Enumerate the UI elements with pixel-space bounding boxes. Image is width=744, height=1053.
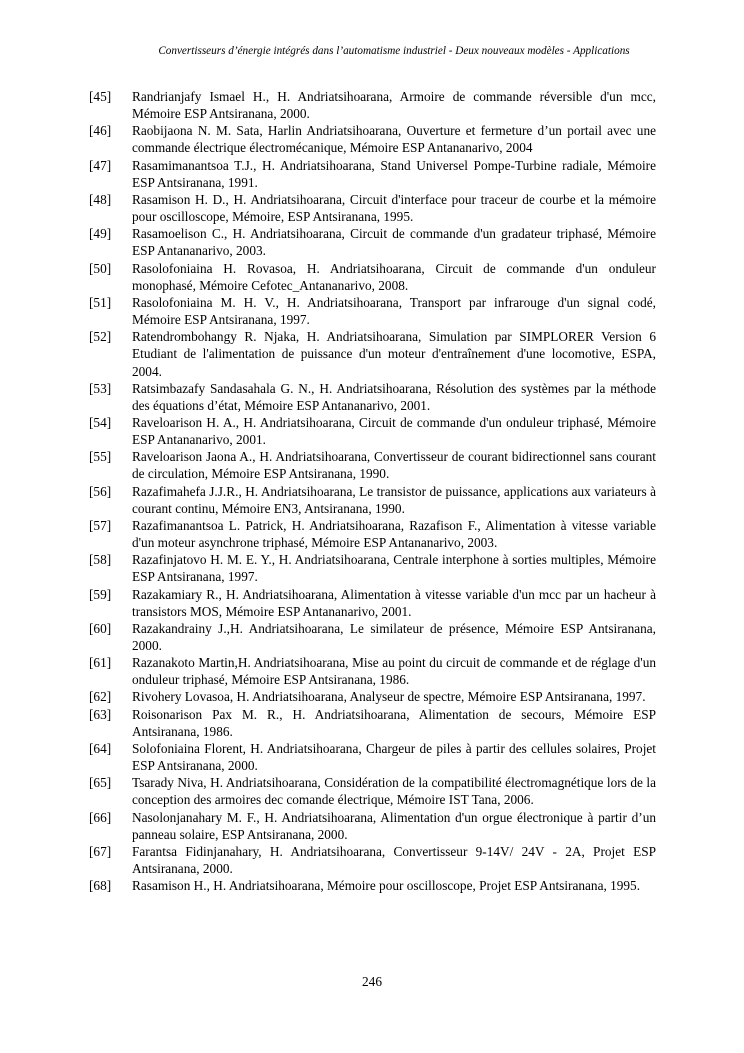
reference-number: [62] bbox=[89, 689, 112, 705]
reference-number: [65] bbox=[89, 775, 112, 791]
reference-item bbox=[89, 586, 656, 620]
reference-item bbox=[89, 448, 656, 482]
reference-number: [51] bbox=[89, 294, 112, 310]
reference-number: [54] bbox=[89, 414, 112, 430]
reference-number: [63] bbox=[89, 706, 112, 722]
reference-text: Rasamimanantsoa T.J., H. Andriatsihoarana, Stand Universel Pompe-Turbine radiale, Mémoire ESP Antsiranana, 1991. bbox=[132, 157, 656, 190]
reference-number: [57] bbox=[89, 517, 112, 533]
reference-text: Rasamison H. D., H. Andriatsihoarana, Circuit d'interface pour traceur de courbe et la mémoire pour oscilloscope, Mémoire, ESP Antsiranana, 1995. bbox=[132, 191, 656, 225]
reference-item bbox=[89, 191, 656, 225]
reference-text: Tsarady Niva, H. Andriatsihoarana, Considération de la compatibilité électromagnétique lors de la conception des armoires dec comande électrique, Mémoire IST Tana, 2006. bbox=[132, 775, 656, 808]
reference-text: Razanakoto Martin,H. Andriatsihoarana, Mise au point du circuit de commande et de réglage d'un onduleur triphasé, Mémoire ESP Antsiranana, 1986. bbox=[132, 655, 656, 688]
reference-text: Rasamoelison C., H. Andriatsihoarana, Circuit de commande d'un gradateur triphasé, Mémoire ESP Antananarivo, 2003. bbox=[132, 226, 656, 259]
reference-text: Raveloarison H. A., H. Andriatsihoarana, Circuit de commande d'un onduleur triphasé, Mémoire ESP Antananarivo, 2001. bbox=[132, 414, 656, 448]
reference-text: Nasolonjanahary M. F., H. Andriatsihoarana, Alimentation d'un orgue électronique à partir d’un panneau solaire, ESP Antsiranana, 2000. bbox=[132, 809, 656, 842]
reference-item bbox=[89, 774, 656, 808]
reference-number: [48] bbox=[89, 191, 112, 207]
reference-item bbox=[89, 877, 656, 894]
reference-item bbox=[89, 517, 656, 551]
reference-number: [47] bbox=[89, 157, 112, 173]
reference-text: Roisonarison Pax M. R., H. Andriatsihoarana, Alimentation de secours, Mémoire ESP Antsiranana, 1986. bbox=[132, 706, 656, 739]
reference-item bbox=[89, 328, 656, 379]
reference-item bbox=[89, 294, 656, 328]
reference-number: [56] bbox=[89, 483, 112, 499]
reference-text: Rasolofoniaina M. H. V., H. Andriatsihoarana, Transport par infrarouge d'un signal codé, Mémoire ESP Antsiranana, 1997. bbox=[132, 294, 656, 328]
reference-number: [61] bbox=[89, 655, 112, 671]
reference-text: Raobijaona N. M. Sata, Harlin Andriatsihoarana, Ouverture et fermeture d’un portail avec une commande électrique électromécanique, Mémoire ESP Antananarivo, 2004 bbox=[132, 123, 656, 156]
reference-number: [60] bbox=[89, 620, 112, 636]
reference-item bbox=[89, 620, 656, 654]
reference-item bbox=[89, 88, 656, 122]
reference-item bbox=[89, 688, 656, 705]
reference-item bbox=[89, 551, 656, 585]
reference-number: [66] bbox=[89, 809, 112, 825]
reference-number: [52] bbox=[89, 329, 112, 345]
reference-number: [53] bbox=[89, 380, 112, 396]
reference-number: [68] bbox=[89, 878, 112, 894]
reference-text: Razakamiary R., H. Andriatsihoarana, Alimentation à vitesse variable d'un mcc par un hacheur à transistors MOS, Mémoire ESP Antananarivo, 2001. bbox=[132, 586, 656, 619]
reference-text: Solofoniaina Florent, H. Andriatsihoarana, Chargeur de piles à partir des cellules solaires, Projet ESP Antsiranana, 2000. bbox=[132, 740, 656, 774]
reference-text: Rivohery Lovasoa, H. Andriatsihoarana, Analyseur de spectre, Mémoire ESP Antsiranana, 1997. bbox=[132, 689, 646, 705]
reference-number: [45] bbox=[89, 89, 112, 104]
page-number: 246 bbox=[362, 974, 382, 989]
reference-text: Razakandrainy J.,H. Andriatsihoarana, Le similateur de présence, Mémoire ESP Antsiranana, 2000. bbox=[132, 620, 656, 653]
reference-text: Rasolofoniaina H. Rovasoa, H. Andriatsihoarana, Circuit de commande d'un onduleur monophasé, Mémoire Cefotec_Antananarivo, 2008. bbox=[132, 260, 656, 293]
reference-item bbox=[89, 260, 656, 294]
reference-text: Razafinjatovo H. M. E. Y., H. Andriatsihoarana, Centrale interphone à sorties multiples, Mémoire ESP Antsiranana, 1997. bbox=[132, 552, 656, 585]
reference-text: Randrianjafy Ismael H., H. Andriatsihoarana, Armoire de commande réversible d'un mcc, Mémoire ESP Antsiranana, 2000. bbox=[132, 89, 656, 122]
reference-item bbox=[89, 483, 656, 517]
reference-text: Farantsa Fidinjanahary, H. Andriatsihoarana, Convertisseur 9-14V/ 24V - 2A, Projet ESP Antsiranana, 2000. bbox=[132, 843, 656, 877]
reference-text: Ratsimbazafy Sandasahala G. N., H. Andriatsihoarana, Résolution des systèmes par la méthode des équations d’état, Mémoire ESP Antananarivo, 2001. bbox=[132, 380, 656, 413]
reference-text: Rasamison H., H. Andriatsihoarana, Mémoire pour oscilloscope, Projet ESP Antsiranana, 1995. bbox=[132, 878, 641, 894]
reference-number: [59] bbox=[89, 586, 112, 602]
reference-text: Raveloarison Jaona A., H. Andriatsihoarana, Convertisseur de courant bidirectionnel sans courant de circulation, Mémoire ESP Antsiranana, 1990. bbox=[132, 449, 656, 482]
reference-list bbox=[89, 88, 656, 894]
reference-item bbox=[89, 843, 656, 877]
reference-number: [49] bbox=[89, 226, 112, 242]
reference-item bbox=[89, 157, 656, 191]
reference-number: [64] bbox=[89, 740, 112, 756]
reference-item bbox=[89, 122, 656, 156]
reference-item bbox=[89, 414, 656, 448]
running-header: Convertisseurs d’énergie intégrés dans l’automatisme industriel - Deux nouveaux modèles - Applications bbox=[158, 45, 630, 57]
reference-item bbox=[89, 225, 656, 259]
reference-text: Razafimanantsoa L. Patrick, H. Andriatsihoarana, Razafison F., Alimentation à vitesse variable d'un moteur asynchrone triphasé, Mémoire ESP Antananarivo, 2003. bbox=[132, 517, 656, 551]
reference-item bbox=[89, 809, 656, 843]
reference-text: Ratendrombohangy R. Njaka, H. Andriatsihoarana, Simulation par SIMPLORER Version 6 Etudiant de l'alimentation de puissance d'un moteur d'entraînement d'une locomotive, ESPA, 2004. bbox=[132, 329, 656, 379]
reference-item bbox=[89, 654, 656, 688]
reference-number: [50] bbox=[89, 260, 112, 276]
reference-number: [58] bbox=[89, 552, 112, 568]
reference-item bbox=[89, 740, 656, 774]
reference-text: Razafimahefa J.J.R., H. Andriatsihoarana, Le transistor de puissance, applications aux variateurs à courant continu, Mémoire EN3, Antsiranana, 1990. bbox=[132, 483, 656, 516]
reference-item bbox=[89, 380, 656, 414]
reference-number: [46] bbox=[89, 123, 112, 139]
reference-number: [55] bbox=[89, 449, 112, 465]
reference-number: [67] bbox=[89, 843, 112, 859]
reference-item bbox=[89, 706, 656, 740]
